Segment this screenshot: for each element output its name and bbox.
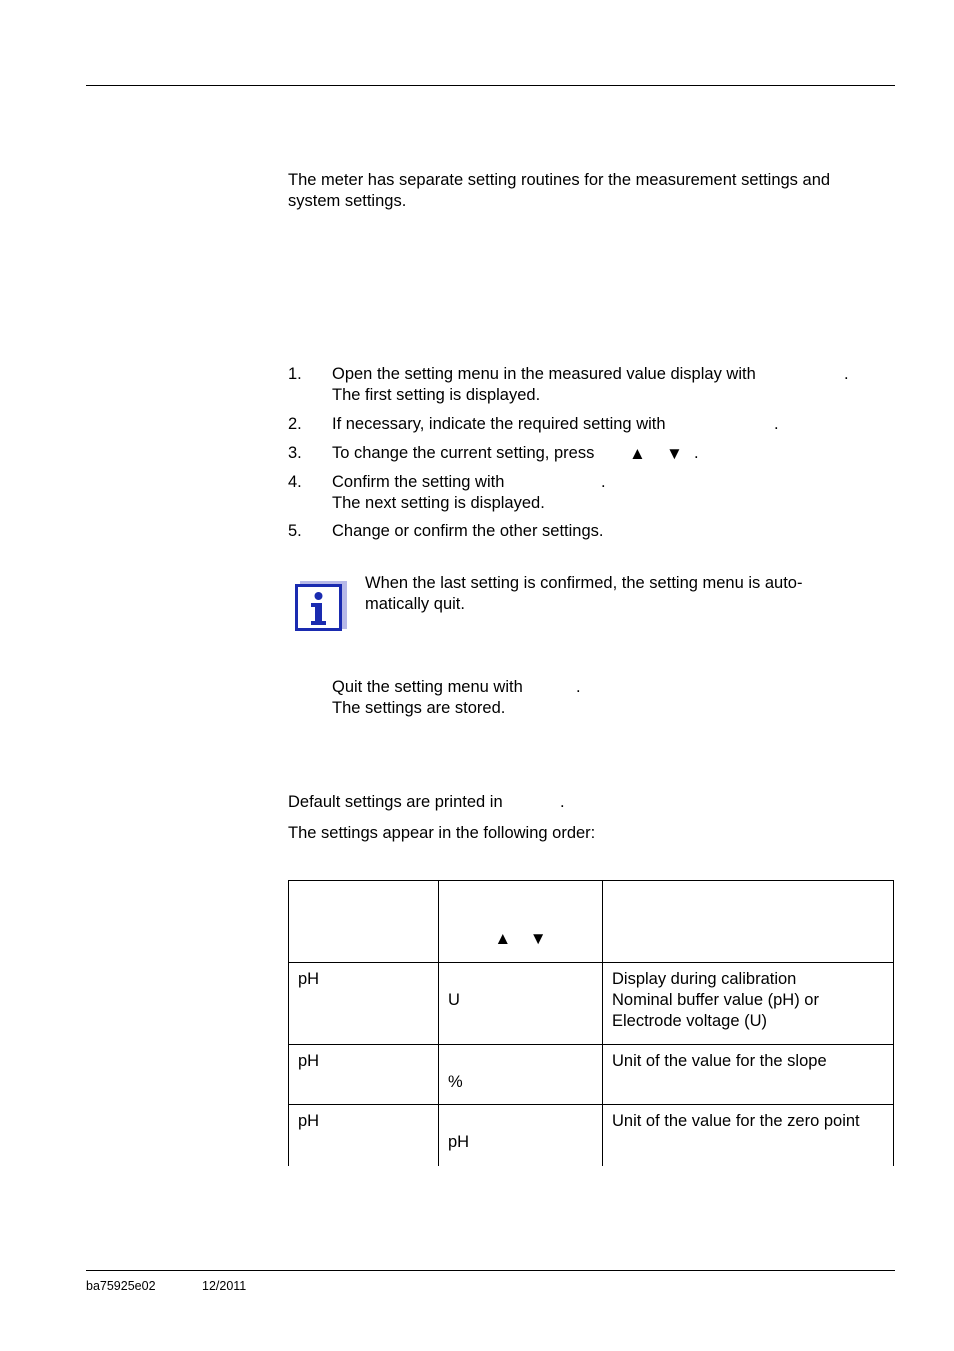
step-number: 3. — [288, 444, 302, 462]
settings-table — [288, 880, 894, 1166]
order-line: The settings appear in the following order: — [288, 824, 596, 842]
note-text — [365, 573, 802, 615]
table-cell-setting: pH — [289, 1045, 439, 1105]
step-period: . — [844, 365, 849, 383]
footer-date: 12/2011 — [202, 1279, 247, 1293]
table-cell-selection — [439, 1045, 603, 1105]
up-arrow-icon: ▲ — [494, 929, 512, 948]
intro-line-1: The meter has separate setting routines for the measurement settings and — [288, 171, 831, 189]
up-arrow-icon: ▲ — [629, 444, 646, 463]
step-subtext: The next setting is displayed. — [332, 494, 545, 512]
step-text: Open the setting menu in the measured value display with — [332, 365, 756, 383]
intro-paragraph — [288, 170, 878, 212]
step-text: To change the current setting, press — [332, 444, 595, 462]
step-number: 5. — [288, 522, 302, 540]
down-arrow-icon: ▼ — [666, 444, 683, 463]
table-row — [289, 963, 894, 1045]
step-number: 4. — [288, 473, 302, 491]
note-line-2: matically quit. — [365, 595, 465, 613]
quit-subtext: The settings are stored. — [332, 699, 506, 717]
step-text: Change or confirm the other settings. — [332, 522, 604, 540]
table-cell-explanation — [603, 1105, 894, 1166]
defaults-text: Default settings are printed in — [288, 793, 503, 811]
selection-value: pH — [448, 1133, 470, 1151]
table-cell-setting: pH — [289, 1105, 439, 1166]
table-cell-explanation — [603, 1045, 894, 1105]
step-period: . — [774, 415, 779, 433]
explanation-line: Display during calibration — [612, 970, 797, 988]
explanation-line: Nominal buffer value (pH) or — [612, 991, 819, 1009]
step-period: . — [694, 444, 699, 462]
quit-text: Quit the setting menu with — [332, 678, 523, 696]
table-cell-selection — [439, 963, 603, 1045]
intro-line-2: system settings. — [288, 192, 407, 210]
table-cell-explanation — [603, 963, 894, 1045]
defaults-period: . — [560, 793, 565, 811]
quit-period: . — [576, 678, 581, 696]
selection-value: U — [448, 991, 460, 1009]
footer-rule — [86, 1270, 895, 1271]
header-rule — [86, 85, 895, 86]
table-row — [289, 1045, 894, 1105]
table-row — [289, 1105, 894, 1166]
table-cell-selection — [439, 1105, 603, 1166]
step-text: If necessary, indicate the required setting with — [332, 415, 666, 433]
explanation-line: Unit of the value for the slope — [612, 1052, 827, 1070]
footer-doc-id: ba75925e02 — [86, 1279, 156, 1293]
table-cell-setting: pH — [289, 963, 439, 1045]
table-header-row — [289, 881, 894, 963]
down-arrow-icon: ▼ — [529, 929, 547, 948]
quit-instruction — [332, 677, 581, 719]
explanation-line: Electrode voltage (U) — [612, 1012, 767, 1030]
step-number: 1. — [288, 365, 302, 383]
defaults-line — [288, 792, 565, 813]
header-cell-selection — [439, 881, 603, 963]
info-icon — [295, 579, 348, 632]
step-number: 2. — [288, 415, 302, 433]
explanation-line: Unit of the value for the zero point — [612, 1112, 860, 1130]
header-cell-setting — [289, 881, 439, 963]
step-subtext: The first setting is displayed. — [332, 386, 541, 404]
step-text: Confirm the setting with — [332, 473, 505, 491]
note-line-1: When the last setting is confirmed, the setting menu is auto- — [365, 574, 803, 592]
header-cell-explanation — [603, 881, 894, 963]
step-period: . — [601, 473, 606, 491]
selection-value: % — [448, 1073, 463, 1091]
